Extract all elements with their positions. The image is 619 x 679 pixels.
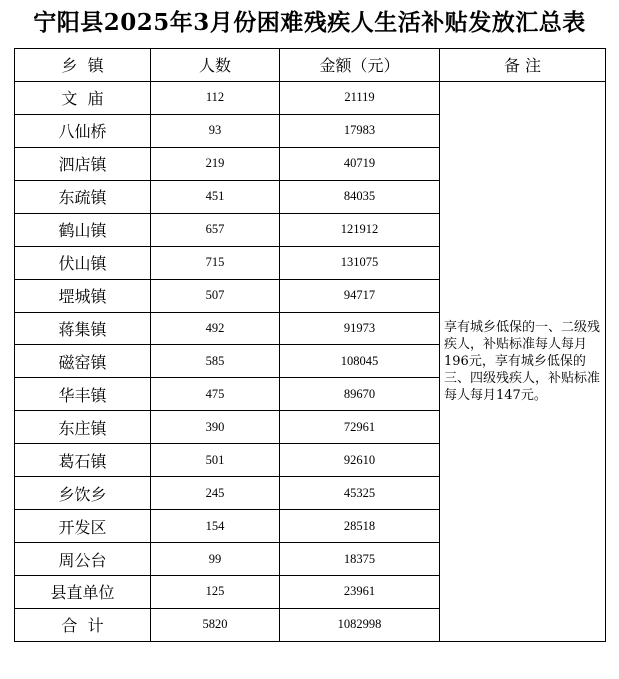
amount-cell: 108045 — [280, 345, 440, 378]
amount-cell: 91973 — [280, 312, 440, 345]
header-amount: 金额（元） — [280, 49, 440, 82]
town-cell: 磁窑镇 — [15, 345, 151, 378]
header-count: 人数 — [151, 49, 280, 82]
town-cell: 八仙桥 — [15, 114, 151, 147]
town-cell: 开发区 — [15, 510, 151, 543]
table-row — [15, 81, 606, 114]
count-cell: 390 — [151, 411, 280, 444]
town-cell: 县直单位 — [15, 576, 151, 609]
count-cell: 715 — [151, 246, 280, 279]
header-remark: 备 注 — [440, 49, 606, 82]
count-cell: 475 — [151, 378, 280, 411]
count-cell: 125 — [151, 576, 280, 609]
summary-table — [14, 48, 606, 642]
page-title: 宁阳县2025年3月份困难残疾人生活补贴发放汇总表 — [33, 9, 586, 36]
count-cell: 507 — [151, 279, 280, 312]
count-cell: 93 — [151, 114, 280, 147]
town-cell: 蒋集镇 — [15, 312, 151, 345]
town-cell: 葛石镇 — [15, 444, 151, 477]
count-cell: 451 — [151, 180, 280, 213]
count-cell: 154 — [151, 510, 280, 543]
amount-cell: 92610 — [280, 444, 440, 477]
amount-cell: 28518 — [280, 510, 440, 543]
count-cell: 657 — [151, 213, 280, 246]
total-label: 合 计 — [15, 608, 151, 641]
town-cell: 乡饮乡 — [15, 477, 151, 510]
remark-cell: 享有城乡低保的一、二级残疾人，补贴标准每人每月196元，享有城乡低保的三、四级残疾人，补贴标准每人每月147元。 — [440, 81, 606, 641]
amount-cell: 94717 — [280, 279, 440, 312]
amount-cell: 21119 — [280, 81, 440, 114]
amount-cell: 121912 — [280, 213, 440, 246]
count-cell: 219 — [151, 147, 280, 180]
town-cell: 堽城镇 — [15, 279, 151, 312]
amount-cell: 18375 — [280, 543, 440, 576]
town-cell: 文 庙 — [15, 81, 151, 114]
amount-cell: 89670 — [280, 378, 440, 411]
count-cell: 492 — [151, 312, 280, 345]
amount-cell: 23961 — [280, 576, 440, 609]
amount-cell: 84035 — [280, 180, 440, 213]
amount-cell: 17983 — [280, 114, 440, 147]
count-cell: 112 — [151, 81, 280, 114]
amount-cell: 72961 — [280, 411, 440, 444]
total-count: 5820 — [151, 608, 280, 641]
header-row — [15, 49, 606, 82]
header-town: 乡 镇 — [15, 49, 151, 82]
amount-cell: 45325 — [280, 477, 440, 510]
count-cell: 501 — [151, 444, 280, 477]
count-cell: 245 — [151, 477, 280, 510]
amount-cell: 40719 — [280, 147, 440, 180]
town-cell: 伏山镇 — [15, 246, 151, 279]
total-amount: 1082998 — [280, 608, 440, 641]
town-cell: 东疏镇 — [15, 180, 151, 213]
town-cell: 鹤山镇 — [15, 213, 151, 246]
count-cell: 585 — [151, 345, 280, 378]
town-cell: 东庄镇 — [15, 411, 151, 444]
count-cell: 99 — [151, 543, 280, 576]
town-cell: 华丰镇 — [15, 378, 151, 411]
town-cell: 周公台 — [15, 543, 151, 576]
town-cell: 泗店镇 — [15, 147, 151, 180]
amount-cell: 131075 — [280, 246, 440, 279]
